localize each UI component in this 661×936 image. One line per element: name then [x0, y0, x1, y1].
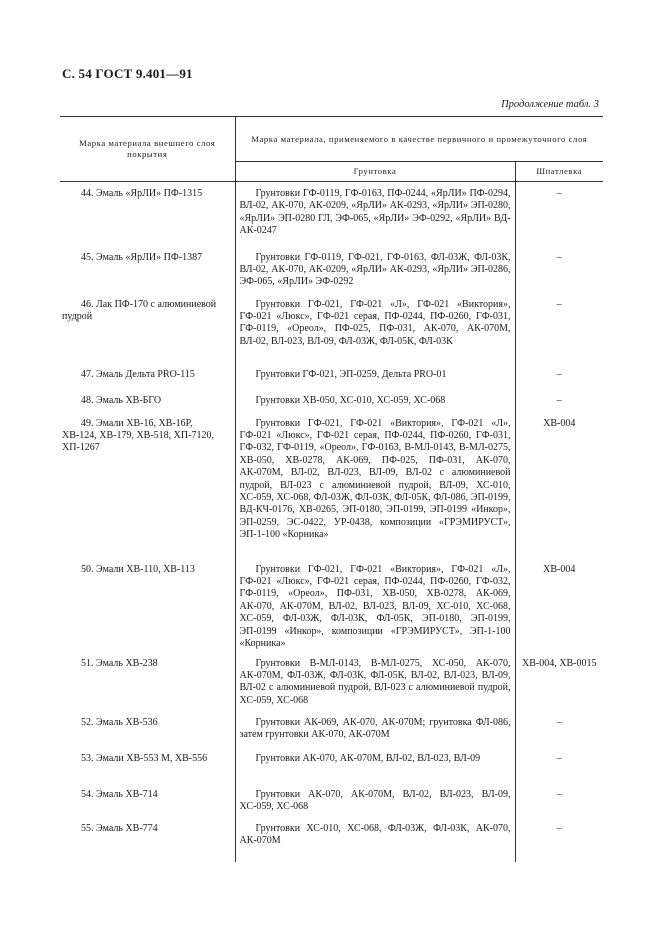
- primer-cell: Грунтовки АК-070, АК-070М, ВЛ-02, ВЛ-023, ВЛ-09, ХС-059, ХС-068: [235, 783, 515, 817]
- header-outer-layer: Марка материала внешнего слоя покрытия: [60, 117, 235, 182]
- outer-layer-cell: 51. Эмаль ХВ-238: [81, 657, 158, 669]
- putty-cell: ХВ-004: [543, 417, 576, 429]
- header-putty: Шпатлевка: [515, 162, 603, 182]
- table-row: [60, 711, 603, 747]
- outer-layer-cell: 52. Эмаль ХВ-536: [81, 716, 158, 728]
- putty-cell: –: [556, 251, 562, 263]
- table-row: [60, 652, 603, 711]
- table-continuation-caption: Продолжение табл. 3: [501, 99, 599, 110]
- table-row: [60, 389, 603, 412]
- putty-cell: –: [556, 822, 562, 834]
- putty-cell: ХВ-004, ХВ-0015: [522, 657, 597, 669]
- primer-cell: Грунтовки АК-069, АК-070, АК-070М; грунтовка ФЛ-086, затем грунтовки АК-070, АК-070М: [235, 711, 515, 747]
- table-row: [60, 182, 603, 246]
- primer-cell: Грунтовки ХС-010, ХС-068, ФЛ-03Ж, ФЛ-03К, АК-070, АК-070М: [235, 817, 515, 862]
- putty-cell: –: [556, 368, 562, 380]
- table-row: [60, 363, 603, 389]
- outer-layer-cell: 54. Эмаль ХВ-714: [81, 788, 158, 800]
- header-primer: Грунтовка: [235, 162, 515, 182]
- primer-cell: Грунтовки ГФ-021, ГФ-021 «Виктория», ГФ-021 «Л», ГФ-021 «Люкс», ГФ-021 серая, ПФ-0244, ПФ-0260, ГФ-032, ГФ-0119, «Ореол», ПФ-031, ХВ-050, ХВ-0278, АК-069, АК-070, АК-070М, ВЛ-02, ВЛ-023, ВЛ-09, ХС-010, ХС-068, ХС-059, ФЛ-03Ж, ФЛ-03К, ФЛ-05К, ЭП-0180, ЭП-0199, ЭП-0199 «Инкор», композиции «ГРЭМИРУСТ», ЭП-1-100 «Корника»: [235, 558, 515, 652]
- primer-cell: Грунтовки В-МЛ-0143, В-МЛ-0275, ХС-050, АК-070, АК-070М, ФЛ-03Ж, ФЛ-03К, ФЛ-05К, ВЛ-02, ВЛ-023, ВЛ-09, ВЛ-02 с алюминиевой пудрой, ВЛ-023 с алюминиевой пудрой, ХС-059, ХС-068: [235, 652, 515, 711]
- outer-layer-cell: 50. Эмали ХВ-110, ХВ-113: [81, 563, 195, 575]
- table-row: [60, 783, 603, 817]
- outer-layer-cell: 44. Эмаль «ЯрЛИ» ПФ-1315: [81, 188, 203, 199]
- table-row: [60, 747, 603, 783]
- page-header: С. 54 ГОСТ 9.401—91: [62, 66, 193, 81]
- primer-cell: Грунтовки ГФ-021, ГФ-021 «Л», ГФ-021 «Виктория», ГФ-021 «Люкс», ГФ-021 серая, ПФ-0244, ПФ-0260, ГФ-031, ГФ-0119, «Ореол», ПФ-025, ПФ-031, АК-070, АК-070М, ВЛ-02, ВЛ-023, ВЛ-09, ФЛ-03Ж, ФЛ-05К, ФЛ-03К: [235, 293, 515, 363]
- primer-cell: Грунтовки ГФ-0119, ГФ-0163, ПФ-0244, «ЯрЛИ» ПФ-0294, ВЛ-02, АК-070, АК-0209, «ЯрЛИ» АК-0293, «ЯрЛИ» ЭП-0280, «ЯрЛИ» ЭП-0280 ГЛ, ЭФ-065, «ЯрЛИ» ЭФ-0292, «ЯрЛИ» ВД-АК-0247: [235, 182, 515, 246]
- outer-layer-cell: 48. Эмаль ХВ-БГО: [81, 394, 162, 406]
- outer-layer-cell: 47. Эмаль Дельта PRO-115: [81, 368, 195, 380]
- outer-layer-cell: 45. Эмаль «ЯрЛИ» ПФ-1387: [81, 251, 203, 263]
- primer-cell: Грунтовки ХВ-050, ХС-010, ХС-059, ХС-068: [235, 389, 515, 412]
- putty-cell: –: [556, 394, 562, 406]
- putty-cell: –: [556, 188, 562, 199]
- primer-cell: Грунтовки ГФ-021, ЭП-0259, Дельта PRO-01: [235, 363, 515, 389]
- primer-cell: Грунтовки ГФ-0119, ГФ-021, ГФ-0163, ФЛ-03Ж, ФЛ-03К, ВЛ-02, АК-070, АК-0209, «ЯрЛИ» АК-0293, «ЯрЛИ» ЭП-0286, ЭФ-065, «ЯрЛИ» ЭФ-0292: [235, 246, 515, 293]
- primer-cell: Грунтовки АК-070, АК-070М, ВЛ-02, ВЛ-023, ВЛ-09: [235, 747, 515, 783]
- putty-cell: –: [556, 298, 562, 310]
- table-row: [60, 558, 603, 652]
- outer-layer-cell: 53. Эмали ХВ-553 М, ХВ-556: [81, 752, 208, 764]
- table-row: [60, 246, 603, 293]
- putty-cell: –: [556, 716, 562, 728]
- primer-cell: Грунтовки ГФ-021, ГФ-021 «Виктория», ГФ-021 «Л», ГФ-021 «Люкс», ГФ-021 серая, ПФ-0244, ПФ-0260, ГФ-031, ГФ-032, ГФ-0119, «Ореол», ГФ-0163, В-МЛ-0143, В-МЛ-0275, ХВ-050, ХВ-0278, АК-069, ПФ-025, ПФ-031, АК-070, АК-070М, ВЛ-02, ВЛ-023, ВЛ-09, ВЛ-02 с алюминиевой пудрой, ВЛ-023 с алюминиевой пудрой, ВЛ-09, ХС-010, ХС-059, ХС-068, ФЛ-03Ж, ФЛ-03К, ФЛ-05К, ФЛ-086, ЭП-0199, ВД-КЧ-0176, ХВ-0265, ЭП-0180, ЭП-0199, ЭП-0199 «Инкор», ЭП-0259, ЭС-0422, УР-0438, композиции «ГРЭМИРУСТ», ЭП-1-100 «Корника»: [235, 412, 515, 558]
- table-row: [60, 412, 603, 558]
- outer-layer-cell: 55. Эмаль ХВ-774: [81, 822, 158, 834]
- outer-layer-cell: 46. Лак ПФ-170 с алюминиевой пудрой: [62, 298, 217, 322]
- table-row: [60, 817, 603, 862]
- materials-table: [60, 116, 603, 862]
- putty-cell: –: [556, 788, 562, 800]
- header-primary-layer-group: Марка материала, применяемого в качестве первичного и промежуточного слоя: [235, 117, 603, 162]
- table-row: [60, 293, 603, 363]
- outer-layer-cell: 49. Эмали ХВ-16, ХВ-16Р, ХВ-124, ХВ-179, ХВ-518, ХП-7120, ХП-1267: [62, 417, 214, 454]
- putty-cell: –: [556, 752, 562, 764]
- putty-cell: ХВ-004: [543, 563, 576, 575]
